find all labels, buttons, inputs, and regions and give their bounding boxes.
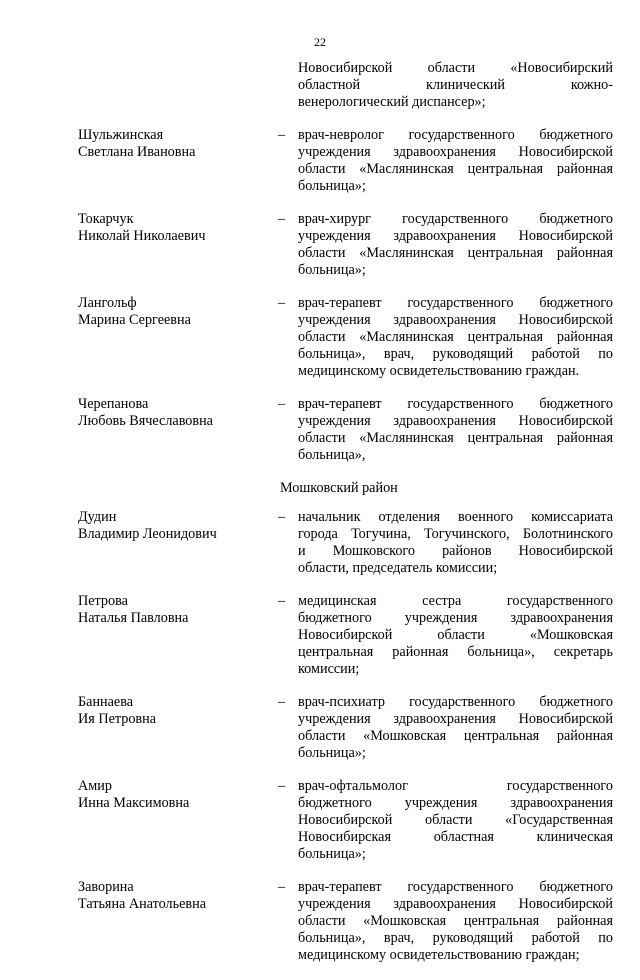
dash-separator: – xyxy=(278,295,286,311)
desc-line: области «Мошковская центральная районная xyxy=(298,728,613,744)
desc-line: медицинскому освидетельствованию граждан; xyxy=(298,947,580,963)
member-surname: Черепанова xyxy=(78,396,149,412)
desc-line: бюджетного учреждения здравоохранения xyxy=(298,610,613,626)
member-surname: Амир xyxy=(78,778,112,794)
desc-line: области «Маслянинская центральная районная xyxy=(298,161,613,177)
desc-line: учреждения здравоохранения Новосибирской xyxy=(298,144,613,160)
member-entry xyxy=(78,295,613,380)
member-name xyxy=(78,295,278,329)
desc-line: учреждения здравоохранения Новосибирской xyxy=(298,413,613,429)
dash-separator: – xyxy=(278,211,286,227)
desc-line: центральная районная больница», секретарь xyxy=(298,644,613,660)
desc-line: врач-хирург государственного бюджетного xyxy=(298,211,613,227)
desc-line: Новосибирская областная клиническая xyxy=(298,829,613,845)
member-name xyxy=(78,396,278,430)
desc-line: бюджетного учреждения здравоохранения xyxy=(298,795,613,811)
desc-line: венерологический диспансер»; xyxy=(298,94,486,110)
desc-line: учреждения здравоохранения Новосибирской xyxy=(298,228,613,244)
member-name xyxy=(78,127,278,161)
member-name xyxy=(78,694,278,728)
member-position xyxy=(298,127,613,195)
desc-line: комиссии; xyxy=(298,661,360,677)
member-given-names: Николай Николаевич xyxy=(78,228,206,244)
member-entry xyxy=(78,593,613,678)
member-position xyxy=(298,593,613,678)
dash-separator: – xyxy=(278,127,286,143)
dash-separator: – xyxy=(278,778,286,794)
desc-line: учреждения здравоохранения Новосибирской xyxy=(298,896,613,912)
dash-separator: – xyxy=(278,509,286,525)
desc-line: учреждения здравоохранения Новосибирской xyxy=(298,711,613,727)
desc-line: больница», врач, руководящий работой по xyxy=(298,346,613,362)
member-entry xyxy=(78,127,613,195)
dash-separator: – xyxy=(278,694,286,710)
member-surname: Лангольф xyxy=(78,295,137,311)
desc-line: больница»; xyxy=(298,262,366,278)
member-surname: Заворина xyxy=(78,879,134,895)
member-name xyxy=(78,778,278,812)
desc-line: области «Маслянинская центральная районная xyxy=(298,245,613,261)
member-position xyxy=(298,396,613,464)
desc-line: врач-терапевт государственного бюджетного xyxy=(298,295,613,311)
member-position xyxy=(298,694,613,762)
member-position xyxy=(298,778,613,863)
continuation-text xyxy=(298,60,613,111)
member-name xyxy=(78,879,278,913)
member-entry xyxy=(78,396,613,464)
moshkovo-members xyxy=(78,509,613,964)
member-position xyxy=(298,295,613,380)
member-given-names: Любовь Вячеславовна xyxy=(78,413,213,429)
desc-line: Новосибирской области «Мошковская xyxy=(298,627,613,643)
desc-line: врач-терапевт государственного бюджетного xyxy=(298,396,613,412)
member-entry xyxy=(78,694,613,762)
member-entry xyxy=(78,509,613,577)
member-entry xyxy=(78,211,613,279)
desc-line: области «Мошковская центральная районная xyxy=(298,913,613,929)
desc-line: области, председатель комиссии; xyxy=(298,560,498,576)
dash-separator: – xyxy=(278,879,286,895)
member-entry xyxy=(78,778,613,863)
desc-line: больница»; xyxy=(298,745,366,761)
member-entry xyxy=(78,879,613,964)
member-given-names: Владимир Леонидович xyxy=(78,526,217,542)
desc-line: Новосибирской области «Государственная xyxy=(298,812,613,828)
member-surname: Дудин xyxy=(78,509,117,525)
desc-line: начальник отделения военного комиссариата xyxy=(298,509,613,525)
member-given-names: Наталья Павловна xyxy=(78,610,189,626)
page-number: 22 xyxy=(314,35,326,49)
member-given-names: Ия Петровна xyxy=(78,711,157,727)
member-name xyxy=(78,211,278,245)
dash-separator: – xyxy=(278,593,286,609)
member-surname: Токарчук xyxy=(78,211,134,227)
member-given-names: Светлана Ивановна xyxy=(78,144,196,160)
member-position xyxy=(298,879,613,964)
desc-line: города Тогучина, Тогучинского, Болотнинского xyxy=(298,526,613,542)
desc-line: врач-офтальмолог государственного xyxy=(298,778,613,794)
member-surname: Шульжинская xyxy=(78,127,164,143)
desc-line: врач-терапевт государственного бюджетного xyxy=(298,879,613,895)
desc-line: Новосибирской области «Новосибирский xyxy=(298,60,613,76)
desc-line: врач-психиатр государственного бюджетного xyxy=(298,694,613,710)
desc-line: больница»; xyxy=(298,178,366,194)
continuation-entry xyxy=(78,60,613,111)
member-position xyxy=(298,509,613,577)
member-given-names: Марина Сергеевна xyxy=(78,312,191,328)
desc-line: больница»; xyxy=(298,846,366,862)
desc-line: больница», xyxy=(298,447,366,463)
member-name xyxy=(78,593,278,627)
member-given-names: Инна Максимовна xyxy=(78,795,190,811)
member-surname: Баннаева xyxy=(78,694,134,710)
member-given-names: Татьяна Анатольевна xyxy=(78,896,206,912)
desc-line: области «Маслянинская центральная районная xyxy=(298,430,613,446)
dash-separator: – xyxy=(278,396,286,412)
commission-list xyxy=(78,60,613,980)
desc-line: и Мошковского районов Новосибирской xyxy=(298,543,613,559)
desc-line: больница», врач, руководящий работой по xyxy=(298,930,613,946)
section-heading: Мошковский район xyxy=(280,480,398,496)
desc-line: учреждения здравоохранения Новосибирской xyxy=(298,312,613,328)
member-position xyxy=(298,211,613,279)
member-name xyxy=(78,509,278,543)
desc-line: врач-невролог государственного бюджетного xyxy=(298,127,613,143)
desc-line: области «Маслянинская центральная районная xyxy=(298,329,613,345)
maslyanino-members xyxy=(78,127,613,464)
desc-line: областной клинический кожно- xyxy=(298,77,613,93)
desc-line: медицинская сестра государственного xyxy=(298,593,613,609)
member-surname: Петрова xyxy=(78,593,128,609)
desc-line: медицинскому освидетельствованию граждан. xyxy=(298,363,580,379)
